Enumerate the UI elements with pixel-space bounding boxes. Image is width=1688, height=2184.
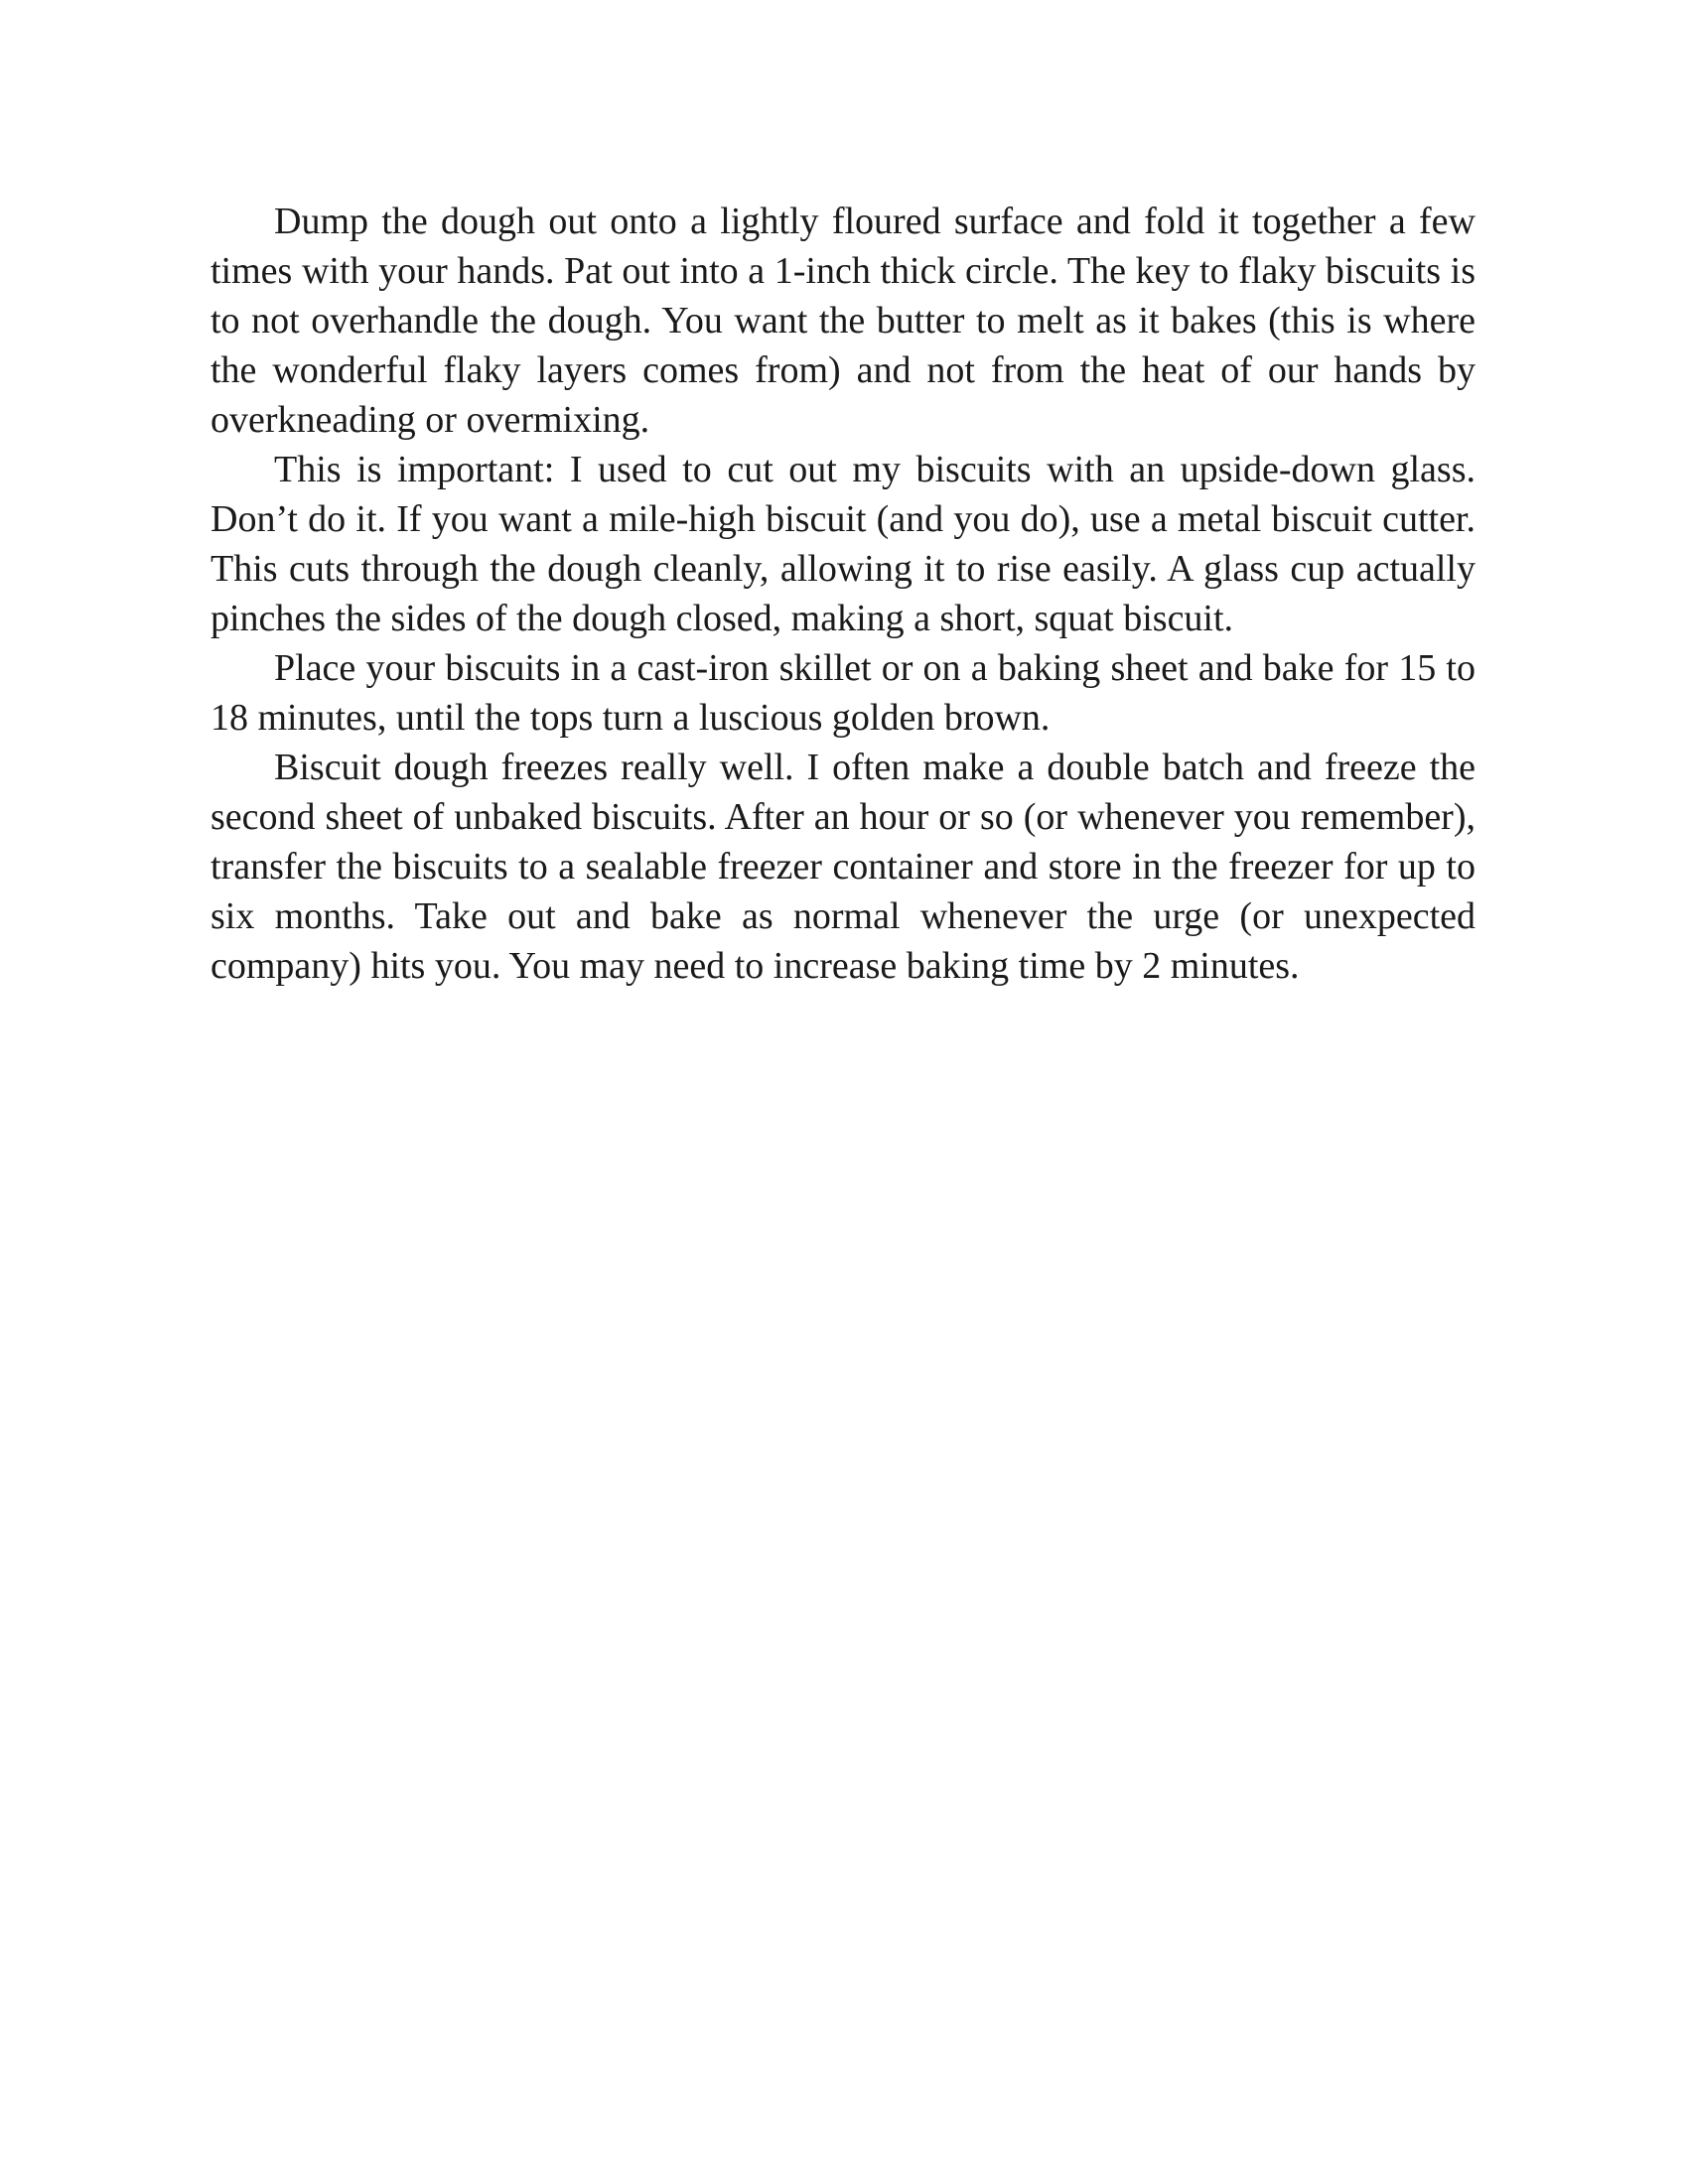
paragraph-biscuit-cutter: This is important: I used to cut out my biscuits with an upside-down glass. Don’t do it. If you want a mile-high biscuit (and you do), use a metal biscuit cutter. This cuts through the dough cleanly, allowing it to rise easily. A glass cup actually pinches the sides of the dough closed, making a short, squat biscuit. — [211, 449, 1476, 639]
body-text — [211, 197, 1476, 991]
paragraph-baking: Place your biscuits in a cast-iron skillet or on a baking sheet and bake for 15 to 18 minutes, until the tops turn a luscious golden brown. — [211, 647, 1476, 739]
paragraph-freezing: Biscuit dough freezes really well. I often make a double batch and freeze the second sheet of unbaked biscuits. After an hour or so (or whenever you remember), transfer the biscuits to a sealable freezer container and store in the freezer for up to six months. Take out and bake as normal whenever the urge (or unexpected company) hits you. You may need to increase baking time by 2 minutes. — [211, 747, 1476, 987]
paragraph-shaping-dough: Dump the dough out onto a lightly floured surface and fold it together a few times with your hands. Pat out into a 1-inch thick circle. The key to flaky biscuits is to not overhandle the dough. You want the butter to melt as it bakes (this is where the wonderful flaky layers comes from) and not from the heat of our hands by overkneading or overmixing. — [211, 201, 1476, 441]
